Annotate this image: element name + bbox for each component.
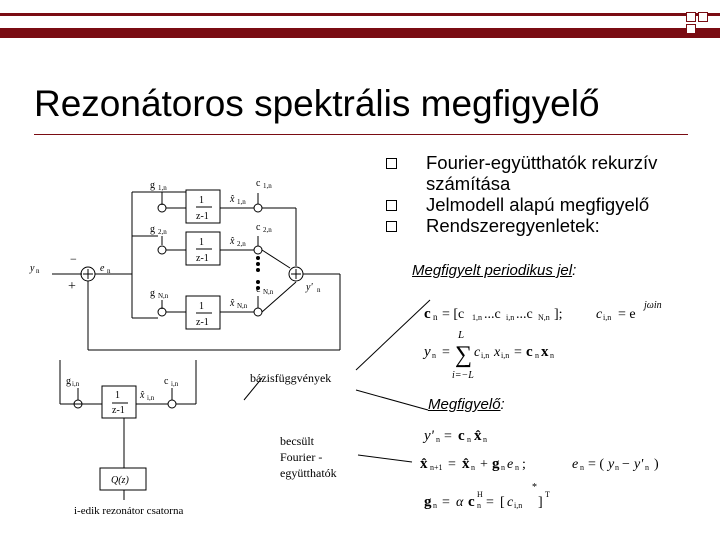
svg-text:=: = [514, 345, 522, 360]
observer-text: Megfigyelő [428, 396, 501, 413]
block-z-label: z-1 [196, 317, 209, 328]
basis-functions-label: bázisfüggvények [250, 371, 332, 385]
svg-text:n: n [36, 267, 40, 275]
svg-text:n: n [433, 312, 438, 322]
svg-text:1,n: 1,n [237, 198, 246, 206]
resonator-channel-label: i-edik rezonátor csatorna [74, 505, 184, 517]
svg-text:c: c [256, 178, 261, 189]
svg-text:[: [ [500, 495, 505, 510]
svg-text:T: T [545, 490, 550, 499]
block-z-label: z-1 [112, 405, 125, 416]
svg-text:1,n: 1,n [472, 313, 482, 322]
svg-text:x̂: x̂ [462, 456, 470, 472]
svg-text:g: g [492, 456, 500, 472]
block-one-label: 1 [199, 195, 204, 206]
svg-text:=: = [444, 429, 452, 444]
svg-text:c: c [256, 284, 261, 295]
svg-text:c: c [458, 428, 465, 444]
svg-text:y': y' [424, 428, 434, 444]
bullet-text: Jelmodell alapú megfigyelő [426, 194, 650, 215]
bullet-text: Fourier-együtthatók rekurzív számítása [426, 152, 658, 194]
svg-text:x̂: x̂ [230, 194, 235, 205]
svg-text:i,n: i,n [171, 380, 179, 388]
svg-text:i,n: i,n [72, 380, 80, 388]
block-one-label: 1 [115, 390, 120, 401]
svg-text:i,n: i,n [514, 501, 523, 510]
svg-text:= [c: = [c [442, 307, 465, 322]
svg-text:i=−L: i=−L [452, 370, 474, 381]
svg-text:n: n [436, 435, 440, 444]
svg-text:+: + [480, 457, 488, 472]
svg-text:g: g [150, 224, 155, 235]
svg-text:];: ]; [554, 307, 563, 322]
svg-text:=: = [442, 345, 450, 360]
svg-text:1,n: 1,n [263, 182, 272, 190]
estimated-fourier-line1: becsült [280, 434, 314, 448]
svg-text:= e: = e [618, 307, 636, 322]
svg-text:jωin: jωin [644, 300, 662, 311]
svg-text:N,n: N,n [538, 313, 550, 322]
svg-text:g: g [150, 180, 155, 191]
svg-text:n: n [501, 463, 505, 472]
block-z-label: z-1 [196, 211, 209, 222]
svg-text:n: n [471, 463, 475, 472]
svg-text:2,n: 2,n [263, 226, 272, 234]
svg-text:n: n [535, 351, 539, 360]
svg-text:α: α [456, 495, 464, 510]
svg-text:...c: ...c [484, 307, 501, 322]
block-one-label: 1 [199, 237, 204, 248]
estimated-fourier-line3: együtthatók [280, 466, 337, 480]
svg-text:−: − [70, 252, 77, 266]
svg-text:x̂: x̂ [474, 428, 482, 444]
svg-text:x: x [541, 344, 549, 360]
observer-heading: Megfigyelő: [428, 396, 505, 413]
svg-text:1,n: 1,n [158, 184, 167, 192]
svg-text:c: c [507, 495, 514, 510]
svg-text:c: c [424, 306, 431, 322]
slide-title: Rezonátoros spektrális megfigyelő [34, 83, 600, 124]
svg-text:g: g [150, 288, 155, 299]
svg-text:y: y [424, 344, 431, 360]
svg-text:x̂: x̂ [140, 390, 145, 401]
svg-text:n: n [615, 463, 619, 472]
svg-text:n: n [515, 463, 519, 472]
block-one-label: 1 [199, 301, 204, 312]
svg-text:i,n: i,n [501, 351, 510, 360]
svg-text:=: = [448, 457, 456, 472]
svg-text:c: c [468, 494, 475, 510]
svg-text:c: c [164, 376, 169, 387]
svg-text:2,n: 2,n [158, 228, 167, 236]
svg-text:H: H [477, 490, 483, 499]
svg-text:*: * [532, 482, 537, 493]
svg-text:+: + [68, 279, 76, 294]
svg-text:n: n [477, 501, 481, 510]
svg-text:2,n: 2,n [237, 240, 246, 248]
svg-text:n: n [432, 351, 436, 360]
estimated-fourier-line2: Fourier - [280, 450, 323, 464]
svg-text:]: ] [538, 495, 543, 510]
svg-text:−: − [622, 457, 630, 472]
svg-text:x̂: x̂ [230, 236, 235, 247]
svg-text:x: x [494, 345, 501, 360]
svg-text:c: c [474, 345, 481, 360]
svg-text:n+1: n+1 [430, 463, 443, 472]
svg-text:...c: ...c [516, 307, 533, 322]
svg-text:i,n: i,n [603, 313, 612, 322]
svg-text:n: n [580, 463, 584, 472]
svg-text:i,n: i,n [481, 351, 490, 360]
svg-text:y: y [30, 263, 35, 274]
svg-text:n: n [550, 351, 554, 360]
equations [420, 300, 662, 510]
svg-text:N,n: N,n [237, 302, 248, 310]
svg-text:N,n: N,n [263, 288, 274, 296]
svg-text:N,n: N,n [158, 292, 169, 300]
svg-text:=: = [486, 495, 494, 510]
svg-text:g: g [66, 376, 71, 387]
svg-text:e: e [100, 263, 105, 274]
svg-text:y': y' [634, 457, 644, 472]
observed-signal-heading: Megfigyelt periodikus jel: [412, 262, 577, 279]
svg-text:c: c [526, 344, 533, 360]
svg-text:=: = [442, 495, 450, 510]
svg-text:g: g [424, 494, 432, 510]
svg-text:L: L [458, 329, 465, 341]
observed-signal-text: Megfigyelt periodikus jel [412, 262, 573, 279]
svg-text:e: e [507, 457, 514, 472]
svg-text:i,n: i,n [506, 313, 515, 322]
svg-text:i,n: i,n [147, 394, 155, 402]
svg-text:y': y' [306, 282, 313, 293]
svg-text:n: n [467, 435, 471, 444]
block-z-label: z-1 [196, 253, 209, 264]
svg-text:c: c [256, 222, 261, 233]
svg-text:;: ; [522, 457, 526, 472]
svg-text:x̂: x̂ [230, 298, 235, 309]
svg-text:n: n [107, 267, 111, 275]
svg-text:= (: = ( [588, 457, 605, 472]
svg-text:x̂: x̂ [420, 456, 428, 472]
qz-label: Q(z) [111, 475, 129, 486]
svg-text:c: c [596, 307, 603, 322]
svg-text:n: n [645, 463, 649, 472]
svg-text:y: y [608, 457, 615, 472]
bullet-text: Rendszeregyenletek: [426, 215, 600, 236]
svg-text:n: n [483, 435, 487, 444]
svg-text:∑: ∑ [455, 342, 473, 368]
svg-text:n: n [433, 501, 437, 510]
svg-text:): ) [654, 457, 659, 472]
svg-text:e: e [572, 457, 579, 472]
svg-text:n: n [317, 286, 321, 294]
